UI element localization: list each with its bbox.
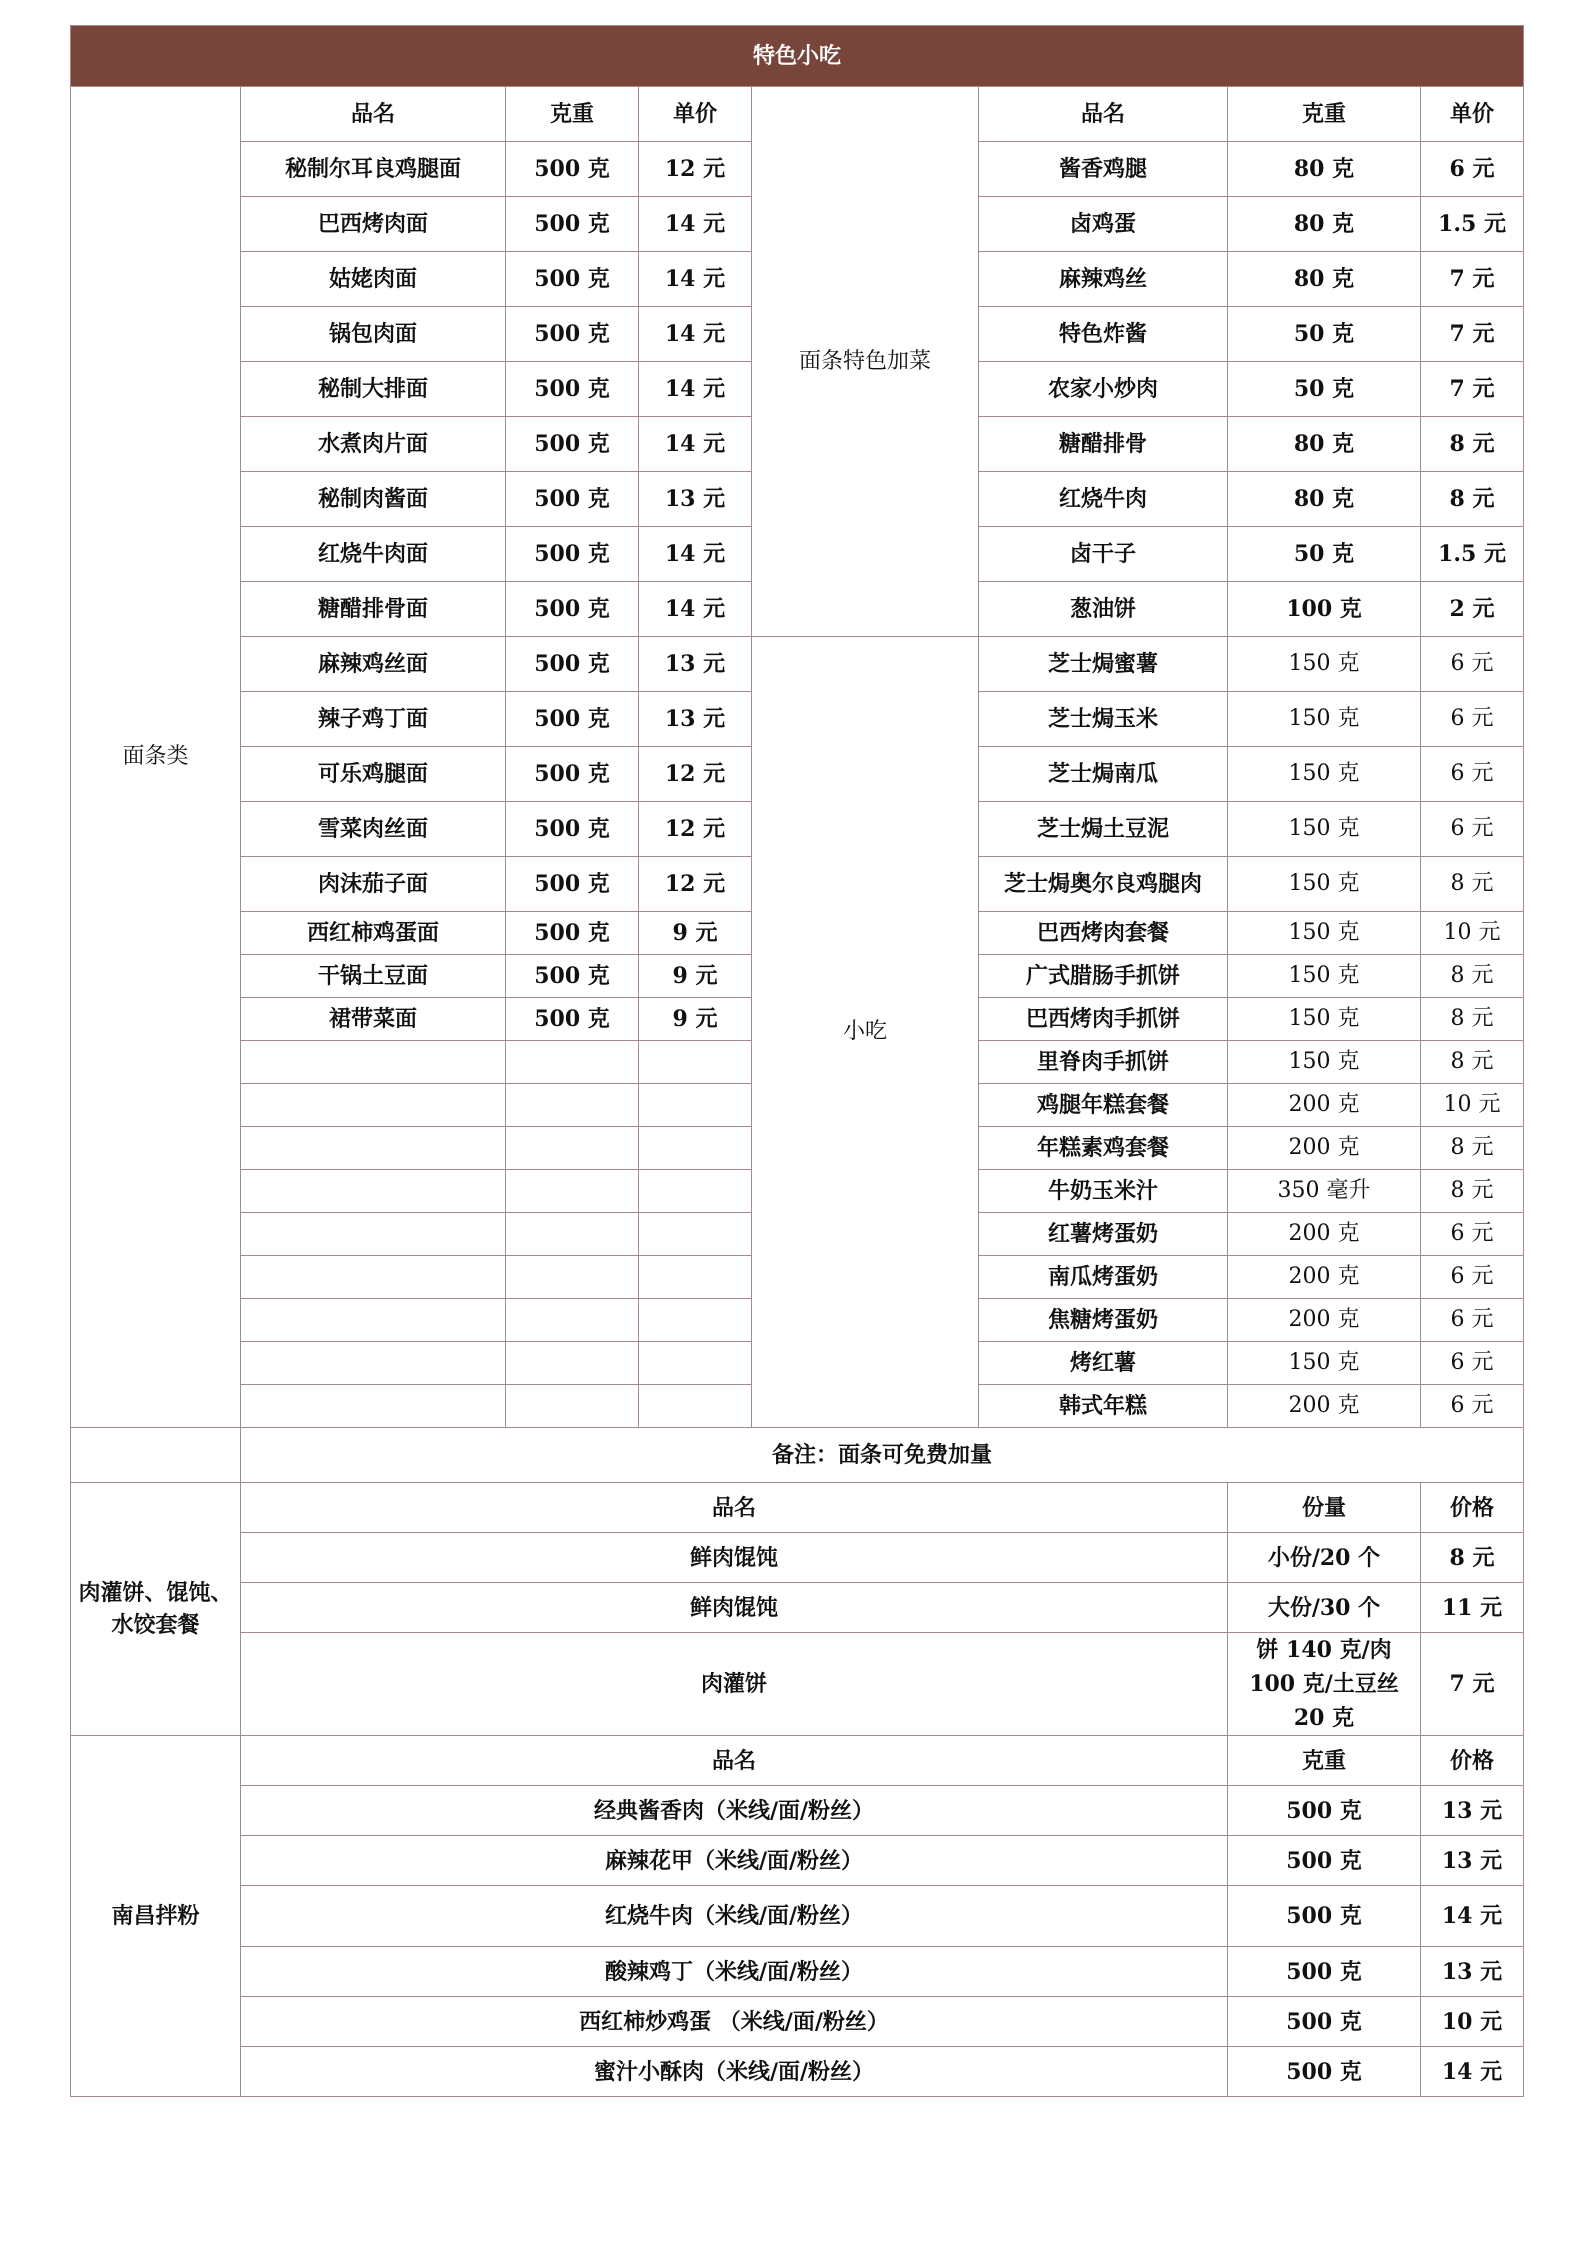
nanchang-header-price: 价格 <box>1421 1736 1524 1786</box>
noodles-category: 面条类 <box>71 87 241 1428</box>
table-row <box>71 1947 1524 1997</box>
empty-cell <box>241 1213 506 1256</box>
empty-cell <box>639 1299 752 1342</box>
dumpling-portion: 小份/20 个 <box>1228 1533 1421 1583</box>
noodle-price: 9 元 <box>639 998 752 1041</box>
nanchang-name: 酸辣鸡丁（米线/面/粉丝） <box>241 1947 1228 1997</box>
noodle-weight: 500 克 <box>506 142 639 197</box>
noodle-price: 13 元 <box>639 472 752 527</box>
noodle-price: 13 元 <box>639 692 752 747</box>
noodle-weight: 500 克 <box>506 637 639 692</box>
noodle-price: 14 元 <box>639 252 752 307</box>
nanchang-header-name: 品名 <box>241 1736 1228 1786</box>
snack-name: 芝士焗土豆泥 <box>979 802 1228 857</box>
snack-name: 牛奶玉米汁 <box>979 1170 1228 1213</box>
extra-price: 6 元 <box>1421 142 1524 197</box>
snack-weight: 200 克 <box>1228 1084 1421 1127</box>
noodle-name: 糖醋排骨面 <box>241 582 506 637</box>
empty-cell <box>506 1256 639 1299</box>
empty-cell <box>71 1428 241 1483</box>
empty-cell <box>639 1084 752 1127</box>
noodle-weight: 500 克 <box>506 998 639 1041</box>
noodle-price: 9 元 <box>639 912 752 955</box>
noodle-name: 姑姥肉面 <box>241 252 506 307</box>
snack-price: 8 元 <box>1421 1041 1524 1084</box>
noodle-price: 9 元 <box>639 955 752 998</box>
dumpling-portion: 大份/30 个 <box>1228 1583 1421 1633</box>
dumpling-portion: 饼 140 克/肉 100 克/土豆丝 20 克 <box>1228 1633 1421 1736</box>
extra-weight: 50 克 <box>1228 362 1421 417</box>
table-row <box>71 1483 1524 1533</box>
empty-cell <box>506 1170 639 1213</box>
extra-weight: 80 克 <box>1228 472 1421 527</box>
nanchang-name: 蜜汁小酥肉（米线/面/粉丝） <box>241 2047 1228 2097</box>
snack-price: 6 元 <box>1421 637 1524 692</box>
snack-price: 8 元 <box>1421 1127 1524 1170</box>
snacks-label: 小吃 <box>752 637 979 1428</box>
empty-cell <box>506 1213 639 1256</box>
nanchang-price: 14 元 <box>1421 2047 1524 2097</box>
noodle-name: 西红柿鸡蛋面 <box>241 912 506 955</box>
noodle-weight: 500 克 <box>506 582 639 637</box>
empty-cell <box>506 1385 639 1428</box>
snack-price: 8 元 <box>1421 955 1524 998</box>
dumpling-price: 8 元 <box>1421 1533 1524 1583</box>
table-row <box>71 2047 1524 2097</box>
extras-header-weight: 克重 <box>1228 87 1421 142</box>
snack-weight: 150 克 <box>1228 1041 1421 1084</box>
extra-weight: 80 克 <box>1228 417 1421 472</box>
nanchang-name: 麻辣花甲（米线/面/粉丝） <box>241 1836 1228 1886</box>
extra-weight: 50 克 <box>1228 527 1421 582</box>
noodle-name: 锅包肉面 <box>241 307 506 362</box>
extra-name: 卤鸡蛋 <box>979 197 1228 252</box>
noodle-name: 干锅土豆面 <box>241 955 506 998</box>
extra-name: 麻辣鸡丝 <box>979 252 1228 307</box>
empty-cell <box>241 1170 506 1213</box>
table-row <box>71 1428 1524 1483</box>
noodle-weight: 500 克 <box>506 307 639 362</box>
dumpling-price: 11 元 <box>1421 1583 1524 1633</box>
snack-name: 芝士焗玉米 <box>979 692 1228 747</box>
noodle-name: 肉沫茄子面 <box>241 857 506 912</box>
noodle-weight: 500 克 <box>506 857 639 912</box>
noodle-name: 裙带菜面 <box>241 998 506 1041</box>
extra-name: 糖醋排骨 <box>979 417 1228 472</box>
snack-name: 红薯烤蛋奶 <box>979 1213 1228 1256</box>
snack-name: 芝士焗南瓜 <box>979 747 1228 802</box>
extra-weight: 50 克 <box>1228 307 1421 362</box>
extra-price: 1.5 元 <box>1421 527 1524 582</box>
nanchang-weight: 500 克 <box>1228 1997 1421 2047</box>
snack-weight: 150 克 <box>1228 912 1421 955</box>
extra-price: 8 元 <box>1421 472 1524 527</box>
snack-price: 6 元 <box>1421 692 1524 747</box>
snack-weight: 150 克 <box>1228 998 1421 1041</box>
menu-page <box>70 25 1523 2097</box>
noodle-weight: 500 克 <box>506 692 639 747</box>
noodle-price: 12 元 <box>639 142 752 197</box>
menu-note: 备注：面条可免费加量 <box>241 1428 1524 1483</box>
dumpling-name: 肉灌饼 <box>241 1633 1228 1736</box>
extras-label: 面条特色加菜 <box>752 87 979 637</box>
extra-weight: 80 克 <box>1228 197 1421 252</box>
dumpling-price: 7 元 <box>1421 1633 1524 1736</box>
empty-cell <box>506 1342 639 1385</box>
nanchang-price: 13 元 <box>1421 1786 1524 1836</box>
noodle-price: 12 元 <box>639 857 752 912</box>
extras-header-name: 品名 <box>979 87 1228 142</box>
extra-price: 7 元 <box>1421 252 1524 307</box>
snack-price: 6 元 <box>1421 1299 1524 1342</box>
extra-name: 农家小炒肉 <box>979 362 1228 417</box>
snack-weight: 350 毫升 <box>1228 1170 1421 1213</box>
snack-weight: 200 克 <box>1228 1299 1421 1342</box>
noodle-name: 可乐鸡腿面 <box>241 747 506 802</box>
empty-cell <box>639 1342 752 1385</box>
table-row <box>71 1997 1524 2047</box>
nanchang-price: 14 元 <box>1421 1886 1524 1947</box>
extra-name: 特色炸酱 <box>979 307 1228 362</box>
nanchang-price: 13 元 <box>1421 1947 1524 1997</box>
noodles-header-price: 单价 <box>639 87 752 142</box>
snack-name: 芝士焗奥尔良鸡腿肉 <box>979 857 1228 912</box>
nanchang-weight: 500 克 <box>1228 1836 1421 1886</box>
snack-price: 6 元 <box>1421 1213 1524 1256</box>
empty-cell <box>241 1342 506 1385</box>
extra-price: 7 元 <box>1421 307 1524 362</box>
dumplings-category: 肉灌饼、馄饨、水饺套餐 <box>71 1483 241 1736</box>
snack-weight: 200 克 <box>1228 1256 1421 1299</box>
table-row <box>71 1736 1524 1786</box>
snack-name: 里脊肉手抓饼 <box>979 1041 1228 1084</box>
noodle-price: 12 元 <box>639 747 752 802</box>
noodle-price: 14 元 <box>639 417 752 472</box>
nanchang-price: 10 元 <box>1421 1997 1524 2047</box>
noodle-name: 雪菜肉丝面 <box>241 802 506 857</box>
noodle-price: 14 元 <box>639 527 752 582</box>
empty-cell <box>639 1170 752 1213</box>
extra-name: 酱香鸡腿 <box>979 142 1228 197</box>
nanchang-weight: 500 克 <box>1228 1786 1421 1836</box>
noodle-weight: 500 克 <box>506 802 639 857</box>
snack-weight: 150 克 <box>1228 802 1421 857</box>
nanchang-price: 13 元 <box>1421 1836 1524 1886</box>
dumplings-header-price: 价格 <box>1421 1483 1524 1533</box>
nanchang-weight: 500 克 <box>1228 2047 1421 2097</box>
noodle-name: 秘制尔耳良鸡腿面 <box>241 142 506 197</box>
table-row <box>71 87 1524 142</box>
empty-cell <box>506 1041 639 1084</box>
empty-cell <box>241 1041 506 1084</box>
nanchang-weight: 500 克 <box>1228 1886 1421 1947</box>
snack-weight: 200 克 <box>1228 1213 1421 1256</box>
snack-price: 10 元 <box>1421 912 1524 955</box>
snack-price: 10 元 <box>1421 1084 1524 1127</box>
snack-weight: 150 克 <box>1228 1342 1421 1385</box>
menu-title: 特色小吃 <box>71 26 1524 87</box>
snack-weight: 150 克 <box>1228 857 1421 912</box>
extra-name: 葱油饼 <box>979 582 1228 637</box>
snack-name: 巴西烤肉套餐 <box>979 912 1228 955</box>
nanchang-name: 西红柿炒鸡蛋 （米线/面/粉丝） <box>241 1997 1228 2047</box>
nanchang-weight: 500 克 <box>1228 1947 1421 1997</box>
snack-name: 南瓜烤蛋奶 <box>979 1256 1228 1299</box>
nanchang-name: 红烧牛肉（米线/面/粉丝） <box>241 1886 1228 1947</box>
table-row <box>71 1786 1524 1836</box>
snack-weight: 150 克 <box>1228 955 1421 998</box>
table-row <box>71 1886 1524 1947</box>
extra-name: 红烧牛肉 <box>979 472 1228 527</box>
noodle-price: 13 元 <box>639 637 752 692</box>
table-row <box>71 1533 1524 1583</box>
dumpling-name: 鲜肉馄饨 <box>241 1583 1228 1633</box>
extra-weight: 100 克 <box>1228 582 1421 637</box>
snack-weight: 200 克 <box>1228 1127 1421 1170</box>
dumpling-name: 鲜肉馄饨 <box>241 1533 1228 1583</box>
noodle-price: 12 元 <box>639 802 752 857</box>
noodle-price: 14 元 <box>639 362 752 417</box>
noodle-name: 水煮肉片面 <box>241 417 506 472</box>
empty-cell <box>506 1084 639 1127</box>
noodle-price: 14 元 <box>639 307 752 362</box>
extra-weight: 80 克 <box>1228 142 1421 197</box>
extra-price: 1.5 元 <box>1421 197 1524 252</box>
noodle-name: 麻辣鸡丝面 <box>241 637 506 692</box>
noodle-weight: 500 克 <box>506 527 639 582</box>
empty-cell <box>241 1084 506 1127</box>
table-row <box>71 637 1524 692</box>
noodle-weight: 500 克 <box>506 197 639 252</box>
empty-cell <box>639 1213 752 1256</box>
table-row <box>71 1583 1524 1633</box>
snack-name: 鸡腿年糕套餐 <box>979 1084 1228 1127</box>
noodle-name: 秘制大排面 <box>241 362 506 417</box>
snack-name: 韩式年糕 <box>979 1385 1228 1428</box>
dumplings-header-name: 品名 <box>241 1483 1228 1533</box>
snack-name: 焦糖烤蛋奶 <box>979 1299 1228 1342</box>
noodle-name: 秘制肉酱面 <box>241 472 506 527</box>
empty-cell <box>639 1256 752 1299</box>
noodle-weight: 500 克 <box>506 955 639 998</box>
table-row <box>71 1633 1524 1736</box>
empty-cell <box>506 1299 639 1342</box>
snack-price: 8 元 <box>1421 857 1524 912</box>
extra-weight: 80 克 <box>1228 252 1421 307</box>
snack-price: 6 元 <box>1421 802 1524 857</box>
extra-price: 7 元 <box>1421 362 1524 417</box>
noodle-name: 辣子鸡丁面 <box>241 692 506 747</box>
empty-cell <box>241 1299 506 1342</box>
empty-cell <box>506 1127 639 1170</box>
table-row <box>71 1836 1524 1886</box>
snack-weight: 150 克 <box>1228 692 1421 747</box>
snack-price: 6 元 <box>1421 1342 1524 1385</box>
noodle-name: 巴西烤肉面 <box>241 197 506 252</box>
snack-name: 烤红薯 <box>979 1342 1228 1385</box>
nanchang-header-weight: 克重 <box>1228 1736 1421 1786</box>
snack-name: 芝士焗蜜薯 <box>979 637 1228 692</box>
noodle-name: 红烧牛肉面 <box>241 527 506 582</box>
nanchang-category: 南昌拌粉 <box>71 1736 241 2097</box>
empty-cell <box>241 1256 506 1299</box>
snack-price: 8 元 <box>1421 1170 1524 1213</box>
extra-name: 卤干子 <box>979 527 1228 582</box>
empty-cell <box>639 1385 752 1428</box>
noodle-price: 14 元 <box>639 197 752 252</box>
empty-cell <box>241 1385 506 1428</box>
nanchang-name: 经典酱香肉（米线/面/粉丝） <box>241 1786 1228 1836</box>
snack-weight: 150 克 <box>1228 637 1421 692</box>
snack-price: 6 元 <box>1421 747 1524 802</box>
noodle-weight: 500 克 <box>506 252 639 307</box>
noodle-weight: 500 克 <box>506 472 639 527</box>
menu-table <box>70 25 1524 2097</box>
snack-name: 巴西烤肉手抓饼 <box>979 998 1228 1041</box>
snack-weight: 200 克 <box>1228 1385 1421 1428</box>
extra-price: 2 元 <box>1421 582 1524 637</box>
noodle-weight: 500 克 <box>506 362 639 417</box>
snack-price: 6 元 <box>1421 1256 1524 1299</box>
snack-name: 年糕素鸡套餐 <box>979 1127 1228 1170</box>
extras-header-price: 单价 <box>1421 87 1524 142</box>
snack-name: 广式腊肠手抓饼 <box>979 955 1228 998</box>
snack-price: 6 元 <box>1421 1385 1524 1428</box>
empty-cell <box>241 1127 506 1170</box>
noodles-header-weight: 克重 <box>506 87 639 142</box>
noodle-weight: 500 克 <box>506 912 639 955</box>
empty-cell <box>639 1041 752 1084</box>
noodle-weight: 500 克 <box>506 417 639 472</box>
noodle-price: 14 元 <box>639 582 752 637</box>
noodles-header-name: 品名 <box>241 87 506 142</box>
noodle-weight: 500 克 <box>506 747 639 802</box>
dumplings-header-portion: 份量 <box>1228 1483 1421 1533</box>
snack-price: 8 元 <box>1421 998 1524 1041</box>
empty-cell <box>639 1127 752 1170</box>
extra-price: 8 元 <box>1421 417 1524 472</box>
snack-weight: 150 克 <box>1228 747 1421 802</box>
